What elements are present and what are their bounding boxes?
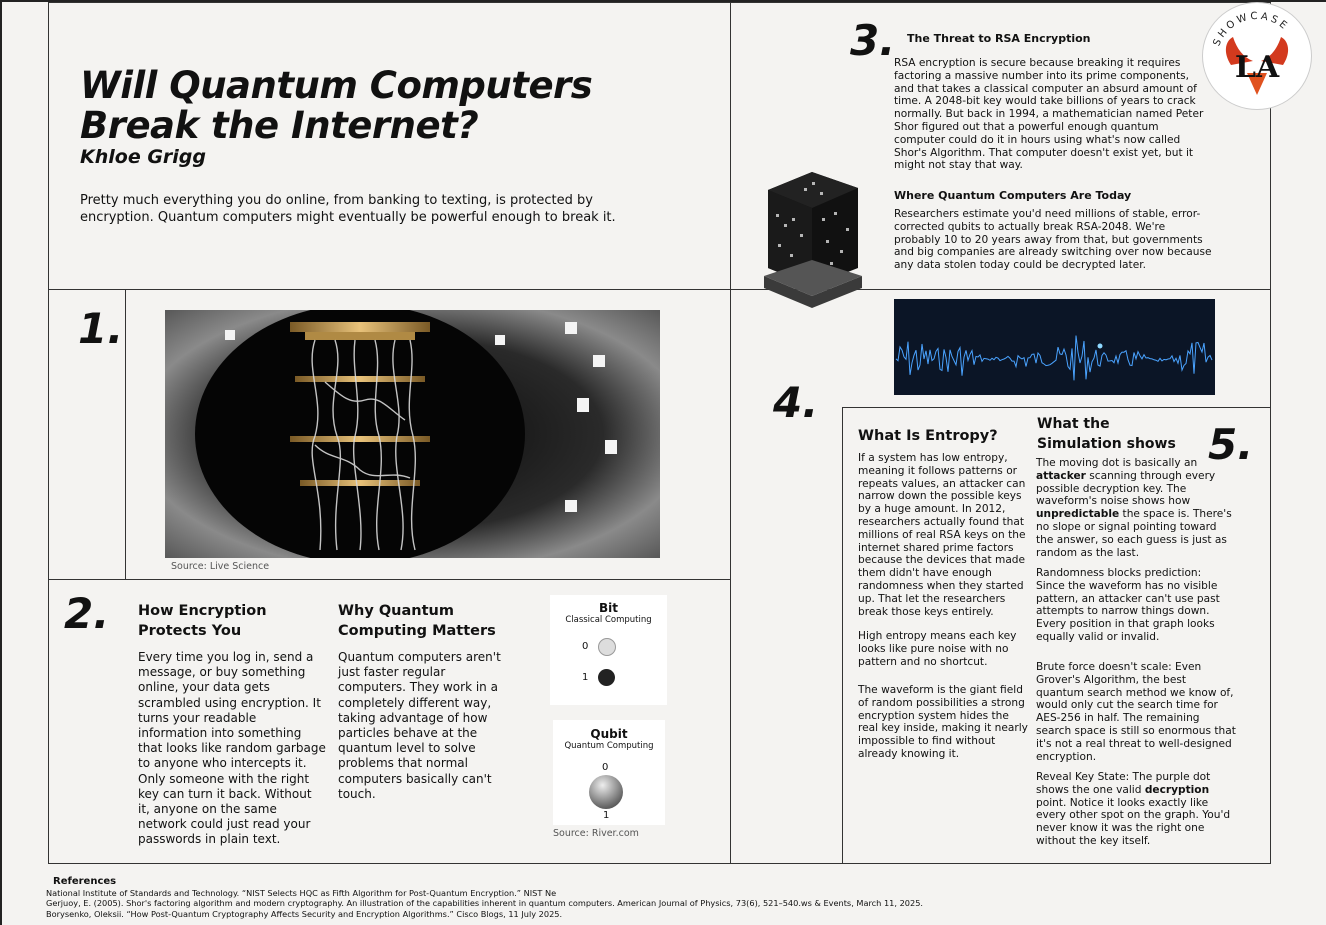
simulation-heading: What the Simulation shows	[1037, 416, 1176, 452]
photo-source-caption: Source: Live Science	[171, 561, 270, 572]
divider	[730, 2, 731, 864]
simulation-paragraph-4: Reveal Key State: The purple dot shows the one valid decryption point. Notice it looks exactly like every other spot on the graph. You'd never know it was the right one without the key itself.	[1036, 771, 1231, 847]
section-number-1: 1.	[78, 304, 124, 353]
encryption-heading: How Encryption Protects You	[138, 603, 267, 639]
section-number-2: 2.	[64, 589, 110, 638]
divider	[48, 289, 1270, 290]
page-title: Will Quantum Computers Break the Internet?	[80, 64, 593, 147]
entropy-body: If a system has low entropy, meaning it follows patterns or repeats values, an attacker can narrow down the possible keys by a huge amount. In 2012, researchers actually found that millions of real RSA keys on the internet shared prime factors because the devices that made them didn't have enough randomness when they started up. That let the researchers break those keys entirely.	[858, 452, 1026, 618]
qubit-subtitle: Quantum Computing	[564, 741, 654, 751]
divider	[842, 407, 843, 864]
logo-ring-text: SHOWCASE	[1211, 10, 1291, 48]
simulation-paragraph-2: Randomness blocks prediction: Since the waveform has no visible pattern, an attacker can't use past attempts to narrow things down. Every position in that graph looks equally valid or invalid.	[1036, 567, 1220, 643]
bit-zero-dot	[598, 638, 616, 656]
quantum-computer-photo	[165, 310, 660, 558]
bit-title: Bit	[599, 601, 618, 615]
reference-item: National Institute of Standards and Technology. “NIST Selects HQC as Fifth Algorithm for Post-Quantum Encryption.” NIST Ne	[46, 887, 557, 898]
attacker-dot	[1098, 344, 1103, 349]
waveform-chart	[894, 299, 1215, 395]
bit-label-1: 1	[582, 672, 589, 683]
logo-initials: LA	[1234, 50, 1280, 85]
author-name: Khloe Grigg	[80, 146, 206, 168]
references-heading: References	[53, 876, 117, 887]
divider	[842, 407, 1270, 408]
waveform-background	[894, 299, 1215, 395]
qubit-label-0: 0	[602, 762, 609, 773]
reference-item: Borysenko, Oleksii. “How Post-Quantum Cryptography Affects Security and Encryption Algorithms.” Cisco Blogs, 11 July 2025.	[46, 908, 563, 919]
divider	[125, 289, 126, 579]
entropy-heading: What Is Entropy?	[858, 428, 998, 444]
simulation-paragraph-3: Brute force doesn't scale: Even Grover's Algorithm, the best quantum search method we know of, would only cut the search time for AES-256 in half. The remaining search space is still so enormous that it's not a real threat to well-designed encryption.	[1036, 661, 1236, 763]
divider	[48, 2, 1270, 3]
section-number-5: 5.	[1208, 420, 1254, 469]
rsa-threat-heading: The Threat to RSA Encryption	[907, 32, 1091, 45]
reference-item: Gerjuoy, E. (2005). Shor's factoring algorithm and modern cryptography. An illustration of the capabilities inherent in quantum computers. American Journal of Physics, 73(6), 521–540.ws & Events, March 11, 2025.	[46, 898, 924, 908]
quantum-cube-image	[760, 168, 866, 314]
qubit-card	[553, 720, 665, 825]
section-number-3: 3.	[850, 16, 896, 65]
rsa-threat-body: RSA encryption is secure because breaking it requires factoring a massive number into its prime components, and that takes a classical computer an absurd amount of time. A 2048-bit key would take billions of years to crack normally. But back in 1994, a mathematician named Peter Shor figured out that a powerful enough quantum computer could do it in hours using what's now called Shor's Algorithm. That computer doesn't exist yet, but it might not stay that way.	[894, 57, 1204, 172]
quantum-today-body: Researchers estimate you'd need millions of stable, error-corrected qubits to actually break RSA-2048. We're probably 10 to 20 years away from that, but governments and big companies are already switching over now because any data stolen today could be decrypted later.	[894, 208, 1212, 272]
entropy-body-3: The waveform is the giant field of random possibilities a strong encryption system hides the real key inside, making it nearly impossible to find without already knowing it.	[858, 684, 1028, 760]
intro-text: Pretty much everything you do online, from banking to texting, is protected by encryption. Quantum computers might eventually be powerful enough to break it.	[80, 193, 616, 225]
bit-subtitle: Classical Computing	[565, 615, 652, 625]
quantum-matters-heading: Why Quantum Computing Matters	[338, 603, 496, 639]
bit-one-dot	[598, 669, 615, 686]
divider	[48, 579, 730, 580]
cards-source-caption: Source: River.com	[553, 828, 639, 839]
encryption-body: Every time you log in, send a message, or buy something online, your data gets scrambled using encryption. It turns your readable information into something that looks like random garbage to anyone who intercepts it. Only someone with the right key can turn it back. Without it, anyone on the same network could just read your passwords in plain text.	[138, 650, 326, 847]
divider	[48, 863, 1270, 864]
qubit-sphere	[589, 775, 623, 809]
qubit-title: Qubit	[590, 727, 628, 741]
qubit-label-1: 1	[603, 810, 610, 821]
divider	[1270, 2, 1271, 864]
references-block	[46, 877, 1126, 919]
quantum-matters-body: Quantum computers aren't just faster regular computers. They work in a completely different way, taking advantage of how particles behave at the quantum level to solve problems that normal computers basically can't touch.	[338, 650, 501, 801]
entropy-waveform	[894, 299, 1215, 395]
entropy-body-2: High entropy means each key looks like pure noise with no pattern and no shortcut.	[858, 630, 1017, 668]
quantum-today-heading: Where Quantum Computers Are Today	[894, 189, 1132, 202]
bit-card	[550, 595, 667, 705]
showcase-logo	[1202, 2, 1312, 110]
simulation-paragraph-1: The moving dot is basically an attacker scanning through every possible decryption key. The waveform's noise shows how unpredictable the space is. There's no slope or signal pointing toward the answer, so each guess is just as random as the last.	[1036, 457, 1232, 559]
section-number-4: 4.	[773, 378, 819, 427]
divider	[48, 2, 49, 864]
bit-label-0: 0	[582, 641, 589, 652]
